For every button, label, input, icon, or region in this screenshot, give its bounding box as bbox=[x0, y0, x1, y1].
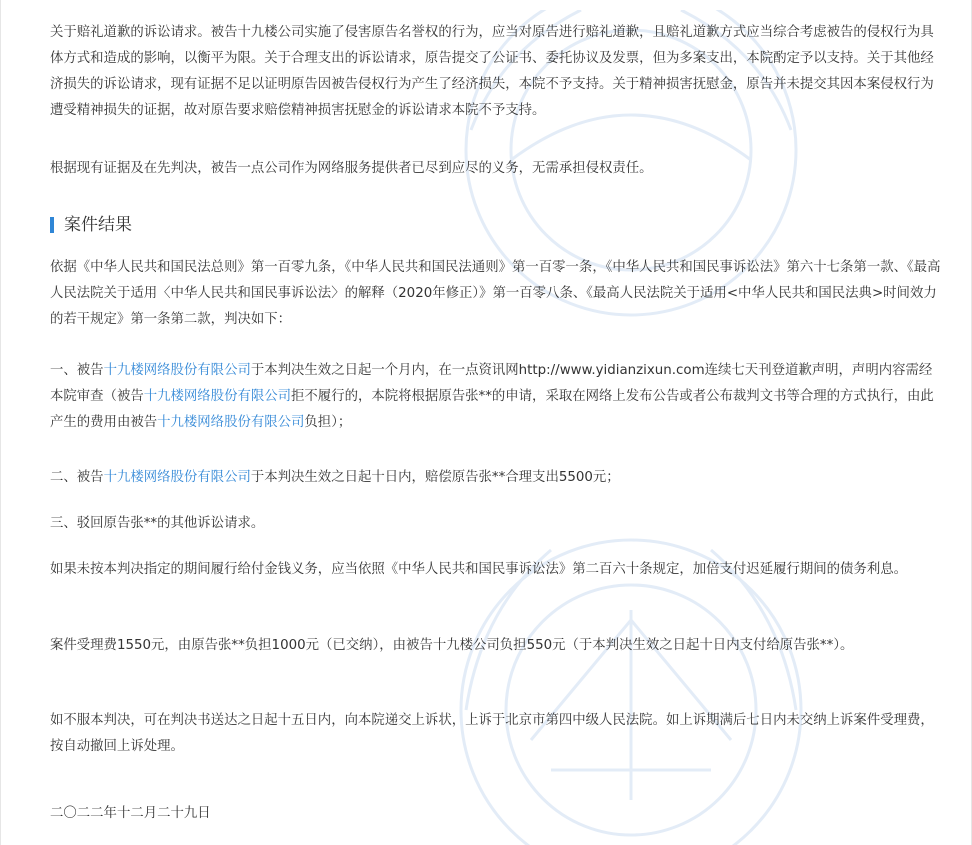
company-link[interactable]: 十九楼网络股份有限公司 bbox=[103, 470, 251, 485]
section-title-text: 案件结果 bbox=[64, 215, 132, 235]
paragraph-case-fee: 案件受理费1550元，由原告张**负担1000元（已交纳），由被告十九楼公司负担550元（于本判决生效之日起十日内支付给原告张**）。 bbox=[50, 638, 854, 653]
paragraph-appeal-notice: 如不服本判决，可在判决书送达之日起十五日内，向本院递交上诉状，上诉于北京市第四中级人民法院。如上诉期满后七日内未交纳上诉案件受理费，按自动撤回上诉处理。 bbox=[50, 713, 934, 754]
company-link[interactable]: 十九楼网络股份有限公司 bbox=[143, 389, 292, 404]
paragraph-platform-liability: 根据现有证据及在先判决，被告一点公司作为网络服务提供者已尽到应尽的义务，无需承担侵权责任。 bbox=[50, 161, 653, 176]
verdict-2-text-b: 于本判决生效之日起十日内，赔偿原告张**合理支出5500元； bbox=[250, 470, 620, 485]
paragraph-verdict-item-1 bbox=[50, 358, 941, 436]
paragraph-legal-basis: 依据《中华人民共和国民法总则》第一百零九条，《中华人民共和国民法通则》第一百零一条，《中华人民共和国民事诉讼法》第六十七条第一款、《最高人民法院关于适用〈中华人民共和国民事诉讼法〉的解释（2020年修正）》第一百零八条、《最高人民法院关于适用<中华人民共和国民法典>时间效力的若干规定》第一条第二款，判决如下： bbox=[50, 260, 941, 327]
verdict-1-text-d: 负担）； bbox=[304, 415, 352, 430]
company-link[interactable]: 十九楼网络股份有限公司 bbox=[103, 363, 251, 378]
verdict-1-text-a: 一、被告 bbox=[50, 363, 104, 378]
paragraph-verdict-item-3: 三、驳回原告张**的其他诉讼请求。 bbox=[50, 516, 265, 531]
verdict-1-text-b: 于本判决生效之日起一个月内，在一点资讯网http://www.yidianzixun.com连续七天刊登道歉声明，声明内容需经本院审查（被告 bbox=[50, 363, 933, 404]
verdict-1-text-c: 拒不履行的，本院将根据原告张**的申请，采取在网络上发布公告或者公布裁判文书等合理的方式执行，由此产生的费用由被告 bbox=[50, 389, 934, 430]
section-accent-bar bbox=[50, 217, 54, 233]
section-title-case-result bbox=[50, 212, 132, 238]
paragraph-damages-reasoning: 关于赔礼道歉的诉讼请求。被告十九楼公司实施了侵害原告名誉权的行为，应当对原告进行赔礼道歉，且赔礼道歉方式应当综合考虑被告的侵权行为具体方式和造成的影响，以衡平为限。关于合理支出的诉讼请求，原告提交了公证书、委托协议及发票，但为多案支出，本院酌定予以支持。关于其他经济损失的诉讼请求，现有证据不足以证明原告因被告侵权行为产生了经济损失，本院不予支持。关于精神损害抚慰金，原告并未提交其因本案侵权行为遭受精神损失的证据，故对原告要求赔偿精神损害抚慰金的诉讼请求本院不予支持。 bbox=[50, 25, 934, 118]
company-link[interactable]: 十九楼网络股份有限公司 bbox=[157, 415, 305, 430]
paragraph-late-payment-interest: 如果未按本判决指定的期间履行给付金钱义务，应当依照《中华人民共和国民事诉讼法》第二百六十条规定，加倍支付迟延履行期间的债务利息。 bbox=[50, 562, 907, 577]
verdict-2-text-a: 二、被告 bbox=[50, 470, 104, 485]
paragraph-verdict-item-2 bbox=[50, 465, 941, 491]
judgment-date: 二〇二二年十二月二十九日 bbox=[50, 806, 211, 821]
